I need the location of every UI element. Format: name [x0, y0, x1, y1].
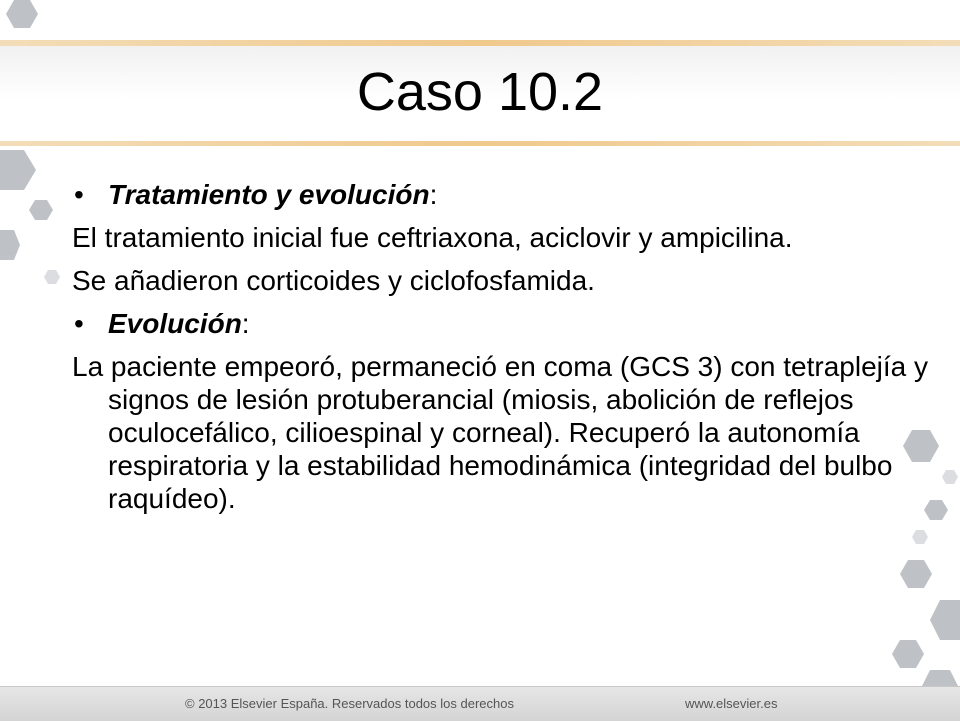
slide-content	[72, 178, 932, 525]
bullet-treatment-heading	[72, 178, 932, 211]
slide-title: Caso 10.2	[356, 62, 604, 122]
footer-bar	[0, 686, 960, 721]
bullet-colon: :	[429, 179, 438, 210]
title-band-bottom-line	[0, 141, 960, 146]
bullet-evolution-heading	[72, 307, 932, 340]
title-band-top-line	[0, 40, 960, 46]
bullet-dot: •	[74, 179, 84, 210]
bullet-heading: Evolución	[108, 308, 242, 339]
bullet-heading: Tratamiento y evolución	[108, 179, 430, 210]
bullet-dot: •	[74, 308, 84, 339]
bullet-colon: :	[241, 308, 250, 339]
copyright-notice: © 2013 Elsevier España. Reservados todos los derechos	[185, 696, 514, 711]
publisher-url[interactable]: www.elsevier.es	[685, 696, 778, 711]
paragraph-initial-treatment: El tratamiento inicial fue ceftriaxona, aciclovir y ampicilina.	[72, 222, 793, 253]
paragraph-evolution: La paciente empeoró, permaneció en coma (GCS 3) con tetraplejía y signos de lesión protuberancial (miosis, abolición de reflejos oculocefálico, cilioespinal y corneal). Recuperó la autonomía respiratoria y la estabilidad hemodinámica (integridad del bulbo raquídeo).	[72, 351, 929, 514]
paragraph-added-treatment: Se añadieron corticoides y ciclofosfamida.	[72, 265, 595, 296]
